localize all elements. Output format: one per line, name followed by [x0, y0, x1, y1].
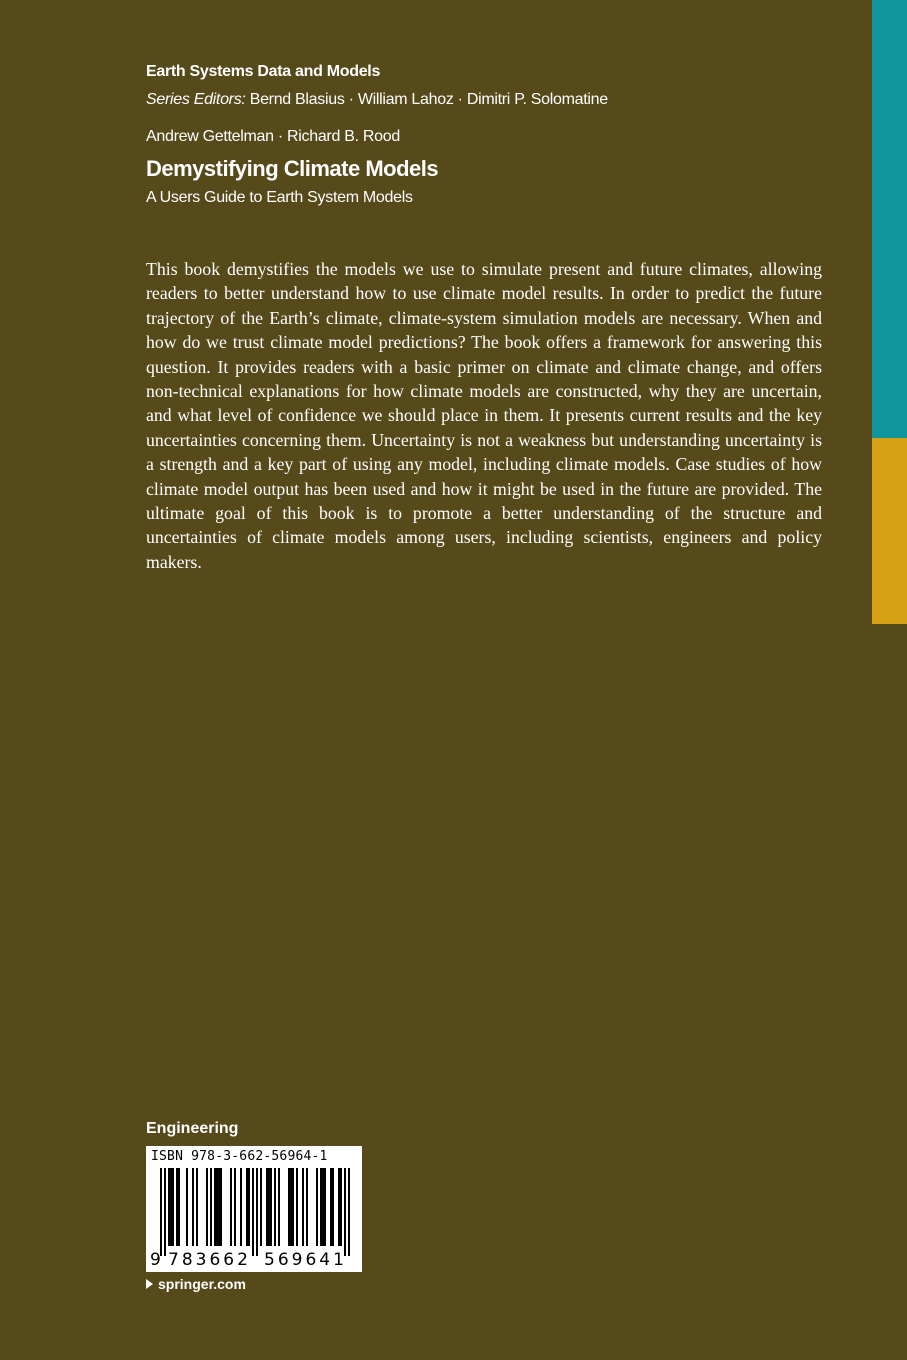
barcode-bar: [288, 1168, 290, 1246]
barcode-bar: [210, 1168, 212, 1246]
barcode-bar: [316, 1168, 318, 1246]
barcode-bar: [220, 1168, 222, 1246]
book-authors: Andrew Gettelman · Richard B. Rood: [146, 128, 400, 145]
book-description: This book demystifies the models we use to simulate present and future climates, allowing readers to better understand how to use climate model results. In order to predict the future trajectory of the Earth’s climate, climate-system simulation models are necessary. When and how do we trust climate model predictions? The book offers a framework for answering this question. It provides readers with a basic primer on climate and climate change, and offers non-technical explanations for how climate models are constructed, why they are uncertain, and what level of confidence we should place in them. It presents current results and the key uncertainties concerning them. Uncertainty is not a weakness but understanding uncertainty is a strength and a key part of using any model, including climate models. Case studies of how climate model output has been used and how it might be used in the future are provided. The ultimate goal of this book is to promote a better understanding of the structure and uncertainties of climate models among users, including scientists, engineers and policy makers.: [146, 259, 822, 572]
barcode-bar: [268, 1168, 270, 1246]
barcode-bar: [348, 1168, 350, 1256]
barcode-bar: [186, 1168, 188, 1246]
barcode-bar: [324, 1168, 326, 1246]
barcode-bar: [260, 1168, 262, 1246]
barcode-bar: [278, 1168, 280, 1246]
barcode-bar: [296, 1168, 298, 1246]
book-title: Demystifying Climate Models: [146, 156, 439, 181]
barcode-bar: [218, 1168, 220, 1246]
barcode-bar: [172, 1168, 174, 1246]
series-editors-names: Bernd Blasius · William Lahoz · Dimitri P. Solomatine: [249, 91, 608, 108]
barcode-bar: [322, 1168, 324, 1246]
barcode-bar: [274, 1168, 276, 1246]
barcode-bar: [320, 1168, 322, 1246]
barcode-bar: [292, 1168, 294, 1246]
series-editors-label: Series Editors:: [146, 91, 246, 108]
publisher-url[interactable]: springer.com: [158, 1276, 246, 1292]
book-subtitle: A Users Guide to Earth System Models: [146, 189, 413, 206]
ean-first-digit: 9: [150, 1250, 161, 1270]
barcode-bar: [332, 1168, 334, 1246]
barcode-bar: [338, 1168, 340, 1246]
barcode-bar: [192, 1168, 194, 1246]
barcode-bar: [344, 1168, 346, 1256]
publisher-link[interactable]: [146, 1276, 246, 1292]
barcode-bar: [178, 1168, 180, 1246]
barcode-bar: [306, 1168, 308, 1246]
barcode-bar: [252, 1168, 254, 1256]
barcode-bar: [170, 1168, 172, 1246]
gold-edge-stripe: [872, 438, 907, 624]
barcode-bar: [206, 1168, 208, 1246]
barcode-bar: [168, 1168, 170, 1246]
barcode-bar: [256, 1168, 258, 1256]
subject-category: Engineering: [146, 1120, 239, 1137]
barcode-bar: [160, 1168, 162, 1256]
barcode-bar: [302, 1168, 304, 1246]
barcode-bar: [266, 1168, 268, 1246]
series-title: Earth Systems Data and Models: [146, 63, 381, 80]
barcode-bar: [164, 1168, 166, 1256]
barcode-bar: [340, 1168, 342, 1246]
isbn-barcode: [146, 1146, 362, 1272]
right-triangle-arrow-icon: [146, 1279, 153, 1289]
barcode-bar: [248, 1168, 250, 1246]
barcode-bar: [270, 1168, 272, 1246]
isbn-text: ISBN 978-3-662-56964-1: [151, 1149, 328, 1164]
barcode-bar: [240, 1168, 242, 1246]
series-editors: [146, 91, 608, 109]
barcode-bar: [290, 1168, 292, 1246]
barcode-bar: [330, 1168, 332, 1246]
ean-right-digits: 569641: [264, 1250, 347, 1270]
barcode-bar: [196, 1168, 198, 1246]
barcode-bar: [246, 1168, 248, 1246]
teal-edge-stripe: [872, 0, 907, 438]
barcode-bar: [214, 1168, 216, 1246]
ean-left-digits: 783662: [168, 1250, 251, 1270]
barcode-bar: [176, 1168, 178, 1246]
barcode-bar: [230, 1168, 232, 1246]
barcode-bar: [234, 1168, 236, 1246]
barcode-bar: [216, 1168, 218, 1246]
